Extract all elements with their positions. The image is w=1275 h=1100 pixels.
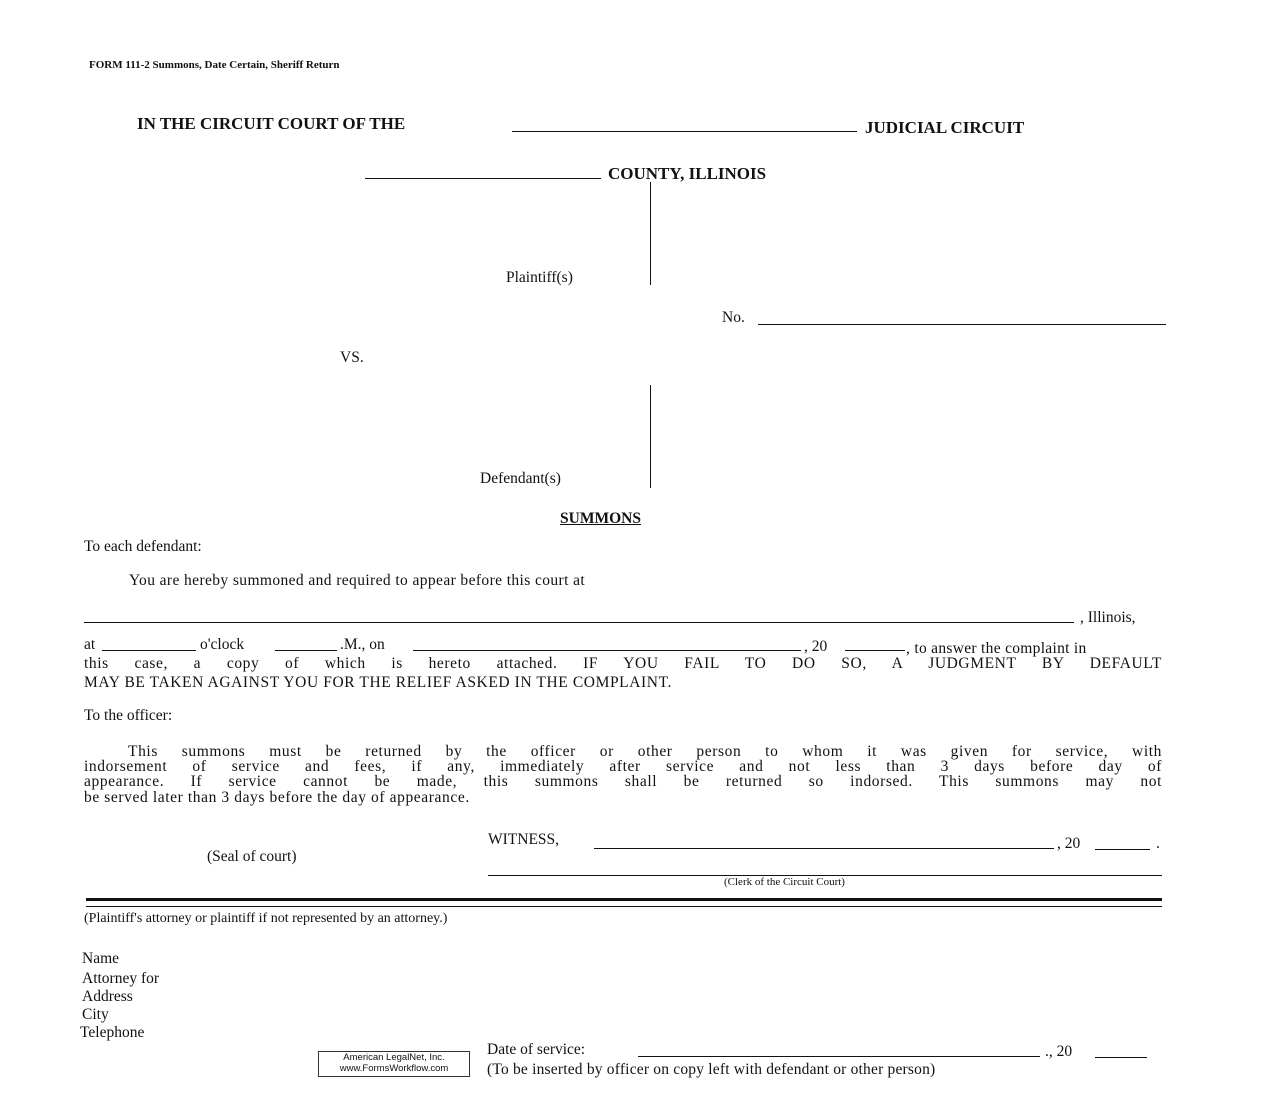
clerk-label: (Clerk of the Circuit Court) xyxy=(724,876,845,888)
logo-line: American LegalNet, Inc. xyxy=(343,1052,445,1063)
circuit-blank[interactable] xyxy=(512,131,857,132)
plaintiff-label: Plaintiff(s) xyxy=(506,269,573,286)
paragraph-line: This summons must be returned by the officer or other person to whom it was given for service, with xyxy=(128,743,1162,760)
city-label: City xyxy=(82,1006,109,1023)
hour-blank[interactable] xyxy=(102,650,196,651)
attorney-name-label: Name xyxy=(82,950,120,967)
summoned-text: You are hereby summoned and required to appear before this court at xyxy=(129,572,586,589)
county-blank[interactable] xyxy=(365,178,601,179)
location-blank[interactable] xyxy=(84,622,1074,623)
address-label: Address xyxy=(82,988,133,1005)
vs-label: VS. xyxy=(340,349,364,366)
paragraph-line: this case, a copy of which is hereto attached. IF YOU FAIL TO DO SO, A JUDGMENT BY DEFAULT xyxy=(84,655,1162,672)
witness-blank[interactable] xyxy=(594,848,1054,849)
witness-year-blank[interactable] xyxy=(1095,849,1150,850)
seal-label: (Seal of court) xyxy=(207,848,297,865)
year-label: , 20 xyxy=(804,638,828,655)
defendant-label: Defendant(s) xyxy=(480,470,561,487)
at-label: at xyxy=(84,636,96,653)
plaintiff-bracket xyxy=(644,182,651,285)
ampm-blank[interactable] xyxy=(275,650,337,651)
paragraph-line: indorsement of service and fees, if any, immediately after service and not less than 3 days before day of xyxy=(84,758,1162,775)
period: . xyxy=(1156,835,1160,852)
witness-label: WITNESS, xyxy=(488,831,560,848)
attorney-note: (Plaintiff's attorney or plaintiff if not represented by an attorney.) xyxy=(84,911,448,926)
defendant-bracket xyxy=(644,385,651,488)
logo-line: www.FormsWorkflow.com xyxy=(339,1063,449,1074)
court-prefix: IN THE CIRCUIT COURT OF THE xyxy=(137,114,406,133)
judicial-circuit: JUDICIAL CIRCUIT xyxy=(865,118,1025,137)
telephone-label: Telephone xyxy=(80,1024,145,1041)
county-label: COUNTY, ILLINOIS xyxy=(608,164,767,183)
witness-year-label: , 20 xyxy=(1057,835,1081,852)
attorney-for-label: Attorney for xyxy=(82,970,160,987)
summons-heading: SUMMONS xyxy=(560,510,641,527)
paragraph-line: be served later than 3 days before the day of appearance. xyxy=(84,789,470,806)
paragraph-line: MAY BE TAKEN AGAINST YOU FOR THE RELIEF ASKED IN THE COMPLAINT. xyxy=(84,674,672,691)
illinois-label: , Illinois, xyxy=(1080,609,1136,626)
to-officer: To the officer: xyxy=(84,707,173,724)
service-note: (To be inserted by officer on copy left with defendant or other person) xyxy=(487,1061,936,1078)
oclock-label: o'clock xyxy=(200,636,245,653)
form-title: FORM 111-2 Summons, Date Certain, Sheriff Return xyxy=(89,59,340,71)
divider xyxy=(86,906,1162,907)
date-of-service-label: Date of service: xyxy=(487,1041,586,1058)
american-legalnet-logo xyxy=(318,1051,470,1077)
service-year-label: ., 20 xyxy=(1045,1043,1073,1060)
answer-text: , to answer the complaint in xyxy=(906,640,1087,657)
year-blank[interactable] xyxy=(845,650,905,651)
divider xyxy=(86,898,1162,901)
case-no-blank[interactable] xyxy=(758,324,1166,325)
service-year-blank[interactable] xyxy=(1095,1057,1147,1058)
case-no-label: No. xyxy=(722,309,745,326)
m-on-label: .M., on xyxy=(340,636,385,653)
paragraph-line: appearance. If service cannot be made, this summons shall be returned so indorsed. This summons may not xyxy=(84,773,1162,790)
to-defendant: To each defendant: xyxy=(84,538,202,555)
service-date-blank[interactable] xyxy=(638,1056,1040,1057)
date-blank[interactable] xyxy=(413,650,801,651)
